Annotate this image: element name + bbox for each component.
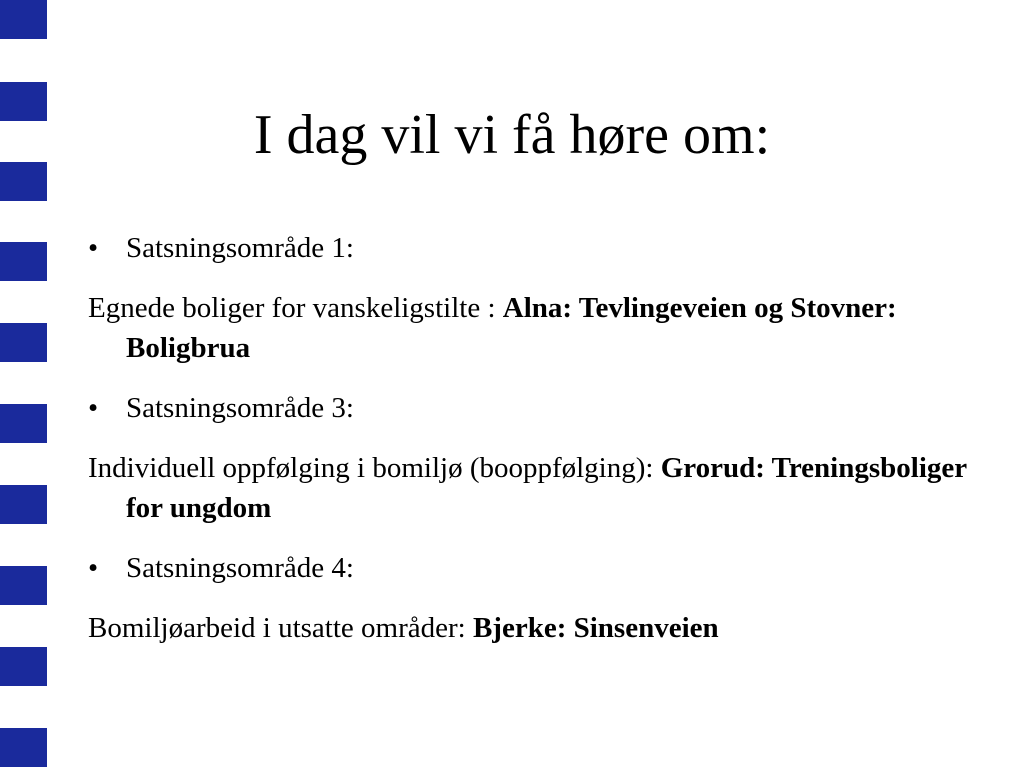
- slide-content: [88, 228, 988, 668]
- side-block: [0, 323, 47, 362]
- body-paragraph: [88, 608, 988, 648]
- bullet-text: Satsningsområde 4:: [126, 552, 354, 584]
- side-block: [0, 404, 47, 443]
- body-bold-text: Bjerke: Sinsenveien: [472, 612, 719, 644]
- bullet-item: [88, 388, 988, 428]
- bullet-item: [88, 548, 988, 588]
- body-bold-text: Alna: Tevlingeveien og Stovner: Boligbrua: [126, 292, 897, 364]
- side-block: [0, 647, 47, 686]
- body-text: Bomiljøarbeid i utsatte områder:: [88, 612, 473, 644]
- side-block: [0, 728, 47, 767]
- slide-title: I dag vil vi få høre om:: [253, 104, 771, 166]
- body-text: Egnede boliger for vanskeligstilte :: [88, 292, 503, 324]
- bullet-item: [88, 228, 988, 268]
- side-block: [0, 566, 47, 605]
- side-block: [0, 485, 47, 524]
- side-block: [0, 242, 47, 281]
- bullet-text: Satsningsområde 3:: [126, 392, 354, 424]
- body-paragraph: [88, 288, 988, 368]
- body-bold-text: Grorud: Treningsboliger for ungdom: [126, 452, 967, 524]
- bullet-marker: •: [88, 232, 99, 264]
- bullet-marker: •: [88, 552, 99, 584]
- body-paragraph: [88, 448, 988, 528]
- side-block: [0, 0, 47, 39]
- body-text: Individuell oppfølging i bomiljø (booppfølging):: [88, 452, 661, 484]
- bullet-text: Satsningsområde 1:: [126, 232, 354, 264]
- side-block: [0, 162, 47, 201]
- bullet-marker: •: [88, 392, 99, 424]
